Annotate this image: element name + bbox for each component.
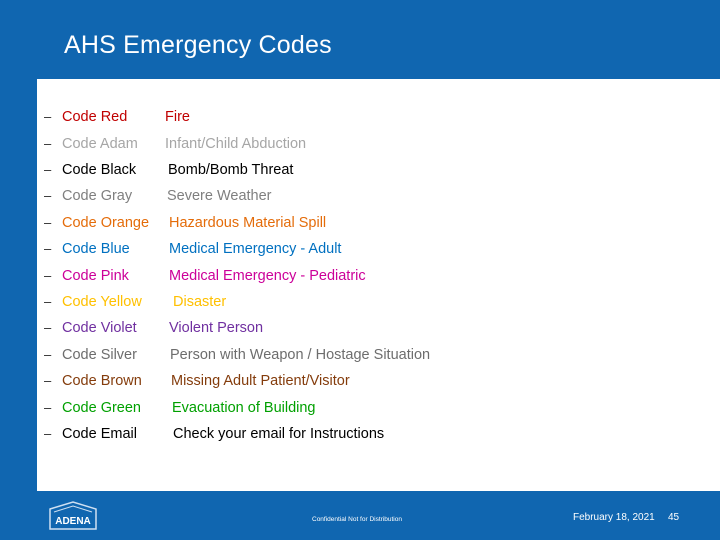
code-meaning: Medical Emergency - Pediatric: [169, 268, 366, 284]
code-name: Code Email: [62, 426, 137, 442]
bullet-dash: –: [44, 320, 52, 335]
bullet-dash: –: [44, 162, 52, 177]
content-panel: [37, 79, 720, 491]
code-meaning: Infant/Child Abduction: [165, 136, 307, 152]
code-meaning: Missing Adult Patient/Visitor: [171, 373, 350, 389]
bullet-dash: –: [44, 136, 52, 151]
slide-title: AHS Emergency Codes: [64, 31, 332, 59]
bullet-dash: –: [44, 400, 52, 415]
code-meaning: Violent Person: [169, 320, 264, 336]
bullet-dash: –: [44, 373, 52, 388]
code-name: Code Pink: [62, 268, 129, 284]
code-meaning: Medical Emergency - Adult: [169, 241, 342, 257]
code-name: Code Red: [62, 109, 128, 125]
bullet-dash: –: [44, 347, 52, 362]
code-meaning: Bomb/Bomb Threat: [168, 162, 294, 178]
code-meaning: Check your email for Instructions: [173, 426, 385, 442]
code-name: Code Black: [62, 162, 137, 178]
bullet-dash: –: [44, 241, 52, 256]
bullet-dash: –: [44, 294, 52, 309]
code-name: Code Blue: [62, 241, 130, 257]
confidential-notice: Confidential Not for Distribution: [312, 516, 402, 523]
bullet-dash: –: [44, 426, 52, 441]
code-meaning: Fire: [165, 109, 190, 125]
code-name: Code Violet: [62, 320, 137, 336]
page-number: 45: [668, 512, 680, 523]
code-meaning: Severe Weather: [167, 188, 272, 204]
code-name: Code Green: [62, 400, 141, 416]
bullet-dash: –: [44, 109, 52, 124]
code-name: Code Orange: [62, 215, 150, 231]
code-meaning: Disaster: [173, 294, 227, 310]
code-name: Code Silver: [62, 347, 137, 363]
bullet-dash: –: [44, 268, 52, 283]
code-name: Code Brown: [62, 373, 142, 389]
code-name: Code Adam: [62, 136, 138, 152]
bullet-dash: –: [44, 188, 52, 203]
footer-date: February 18, 2021: [573, 512, 655, 523]
code-name: Code Gray: [62, 188, 133, 204]
adena-logo: [48, 500, 98, 530]
code-meaning: Evacuation of Building: [172, 400, 316, 416]
code-meaning: Hazardous Material Spill: [169, 215, 327, 231]
logo-text: ADENA: [55, 516, 91, 527]
bullet-dash: –: [44, 215, 52, 230]
code-name: Code Yellow: [62, 294, 142, 310]
code-meaning: Person with Weapon / Hostage Situation: [170, 347, 431, 363]
